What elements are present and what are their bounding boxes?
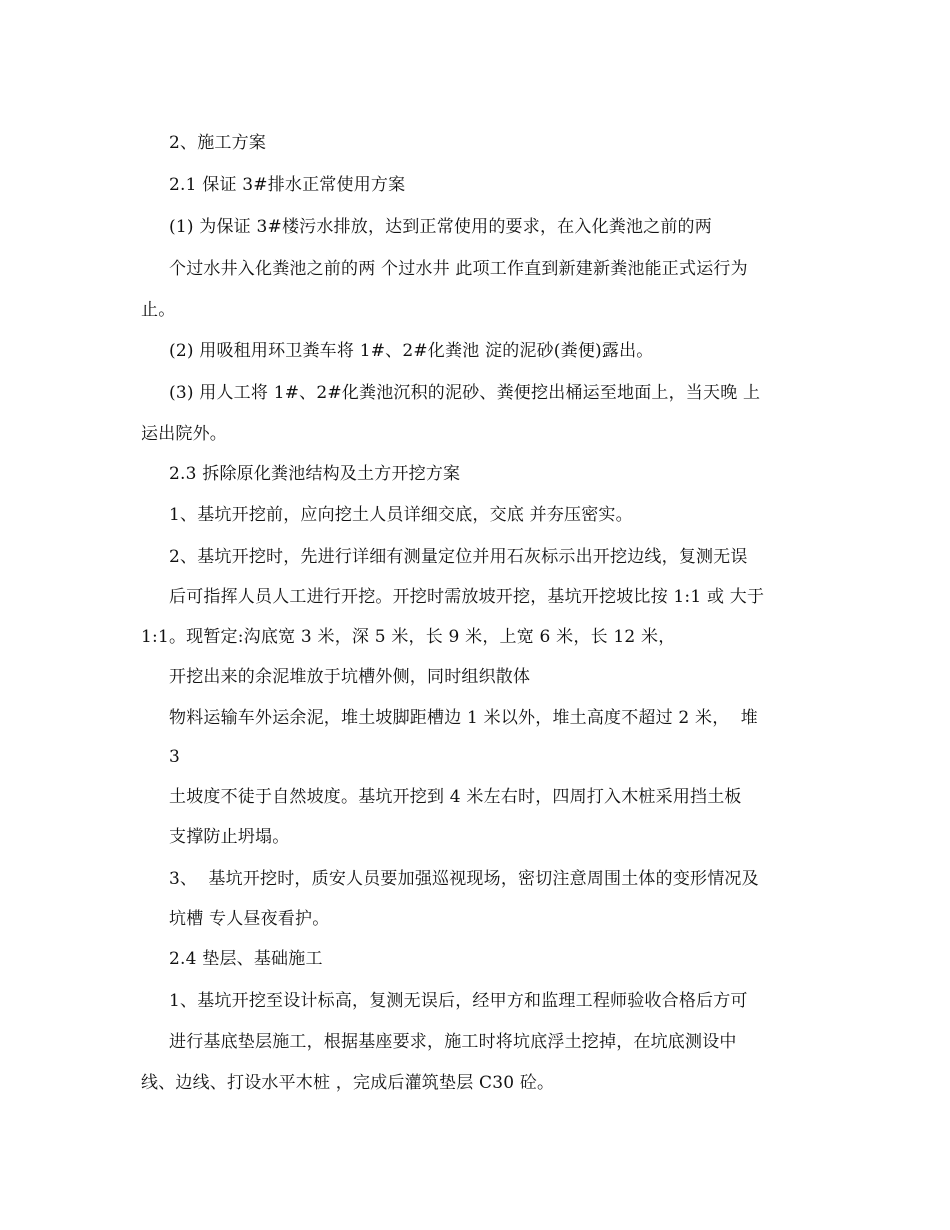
paragraph-line: 坑槽 专人昼夜看护。 [169,909,330,929]
paragraph-line: 线、边线、打设水平木桩 ，完成后灌筑垫层 C30 砼。 [141,1073,555,1093]
paragraph-line: 开挖出来的余泥堆放于坑槽外侧，同时组织散体 [169,667,531,687]
subsection-heading: 2.4 垫层、基础施工 [169,949,323,969]
paragraph-line: 1、基坑开挖前，应向挖土人员详细交底，交底 并夯压密实。 [169,505,633,525]
paragraph-line: 运出院外。 [141,424,227,444]
page-number: 3 [169,747,181,767]
paragraph-line: 止。 [141,300,176,320]
paragraph-line: (2) 用吸租用环卫粪车将 1#、2#化粪池 淀的泥砂(粪便)露出。 [169,341,654,361]
paragraph-line: 物料运输车外运余泥，堆土坡脚距槽边 1 米以外，堆土高度不超过 2 米， 堆 [169,708,758,728]
paragraph-line: 2、基坑开挖时，先进行详细有测量定位并用石灰标示出开挖边线，复测无误 [169,547,748,567]
subsection-heading: 2.1 保证 3#排水正常使用方案 [169,175,406,195]
paragraph-line: 个过水井入化粪池之前的两 个过水井 此项工作直到新建新粪池能正式运行为 [169,259,748,279]
paragraph-line: (3) 用人工将 1#、2#化粪池沉积的泥砂、粪便挖出桶运至地面上，当天晚 上 [169,383,761,403]
paragraph-line: 土坡度不徒于自然坡度。基坑开挖到 4 米左右时，四周打入木桩采用挡土板 [169,787,742,807]
paragraph-line: 后可指挥人员人工进行开挖。开挖时需放坡开挖，基坑开挖坡比按 1:1 或 大于 [169,587,765,607]
paragraph-line: 进行基底垫层施工，根据基座要求，施工时将坑底浮土挖掉，在坑底测设中 [169,1032,737,1052]
paragraph-line: (1) 为保证 3#楼污水排放，达到正常使用的要求，在入化粪池之前的两 [169,217,712,237]
paragraph-line: 1:1。现暂定:沟底宽 3 米，深 5 米，长 9 米，上宽 6 米，长 12 米， [141,627,676,647]
paragraph-line: 3、 基坑开挖时，质安人员要加强巡视现场，密切注意周围土体的变形情况及 [169,869,759,889]
subsection-heading: 2.3 拆除原化粪池结构及土方开挖方案 [169,464,461,484]
section-heading: 2、施工方案 [169,133,267,153]
paragraph-line: 支撑防止坍塌。 [169,827,290,847]
paragraph-line: 1、基坑开挖至设计标高，复测无误后，经甲方和监理工程师验收合格后方可 [169,991,748,1011]
